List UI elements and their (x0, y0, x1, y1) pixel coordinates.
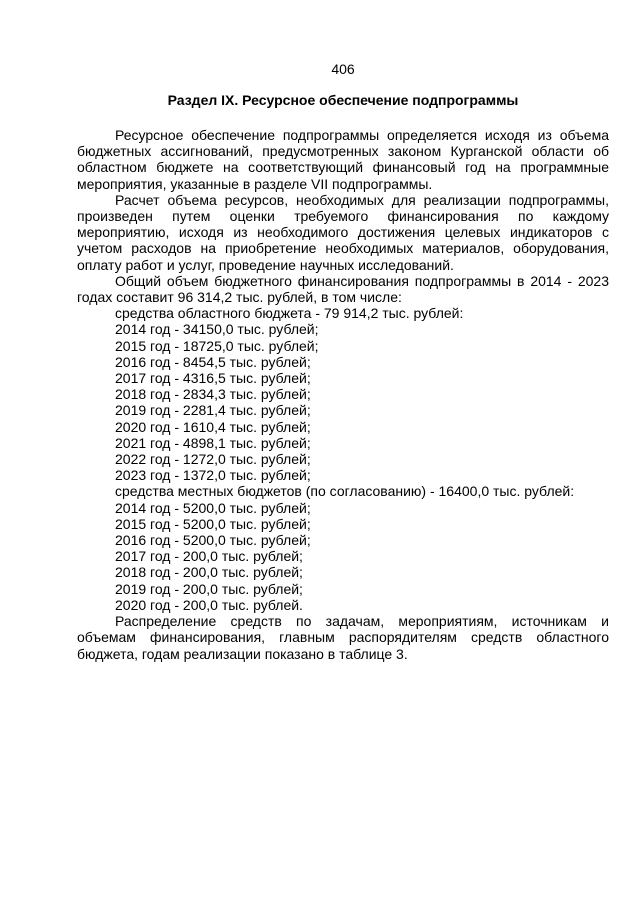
section-body (77, 127, 609, 662)
local-budgets-year: 2020 год - 200,0 тыс. рублей. (115, 596, 303, 613)
regional-budget-year: 2020 год - 1610,4 тыс. рублей; (115, 418, 311, 435)
regional-budget-year: 2017 год - 4316,5 тыс. рублей; (115, 370, 311, 387)
regional-budget-list (77, 305, 609, 483)
local-budgets-list (77, 483, 609, 613)
local-budgets-heading: средства местных бюджетов (по согласованию) - 16400,0 тыс. рублей: (115, 483, 575, 500)
regional-budget-year: 2014 год - 34150,0 тыс. рублей; (115, 321, 319, 338)
paragraph-distribution-reference: Распределение средств по задачам, мероприятиям, источникам и объемам финансирования, главным распорядителям средств областного бюджета, годам реализации показано в таблице 3. (77, 613, 609, 662)
paragraph-resource-basis: Ресурсное обеспечение подпрограммы определяется исходя из объема бюджетных ассигнований, предусмотренных законом Курганской области об областном бюджете на соответствующий финансовый год на программные мероприятия, указанные в разделе VII подпрограммы. (77, 127, 609, 192)
local-budgets-year: 2017 год - 200,0 тыс. рублей; (115, 548, 303, 565)
regional-budget-year: 2019 год - 2281,4 тыс. рублей; (115, 402, 311, 419)
paragraph-calculation-method: Расчет объема ресурсов, необходимых для реализации подпрограммы, произведен путем оценки требуемого финансирования по каждому мероприятию, исходя из необходимого достижения целевых индикаторов с учетом расходов на приобретение необходимых материалов, оборудования, оплату работ и услуг, проведение научных исследований. (77, 191, 609, 273)
local-budgets-year: 2019 год - 200,0 тыс. рублей; (115, 580, 303, 597)
local-budgets-year: 2018 год - 200,0 тыс. рублей; (115, 564, 303, 581)
page-number: 406 (331, 61, 355, 77)
regional-budget-year: 2016 год - 8454,5 тыс. рублей; (115, 353, 311, 370)
local-budgets-year: 2015 год - 5200,0 тыс. рублей; (115, 515, 311, 532)
section-title: Раздел IX. Ресурсное обеспечение подпрограммы (167, 92, 519, 108)
local-budgets-year: 2014 год - 5200,0 тыс. рублей; (115, 499, 311, 516)
local-budgets-year: 2016 год - 5200,0 тыс. рублей; (115, 532, 311, 549)
regional-budget-heading: средства областного бюджета - 79 914,2 тыс. рублей: (115, 305, 464, 322)
regional-budget-year: 2018 год - 2834,3 тыс. рублей; (115, 386, 311, 403)
paragraph-total-funding: Общий объем бюджетного финансирования подпрограммы в 2014 - 2023 годах составит 96 314,2 тыс. рублей, в том числе: (77, 272, 609, 306)
regional-budget-year: 2015 год - 18725,0 тыс. рублей; (115, 337, 319, 354)
regional-budget-year: 2021 год - 4898,1 тыс. рублей; (115, 434, 311, 451)
regional-budget-year: 2023 год - 1372,0 тыс. рублей; (115, 467, 311, 484)
regional-budget-year: 2022 год - 1272,0 тыс. рублей; (115, 451, 311, 468)
